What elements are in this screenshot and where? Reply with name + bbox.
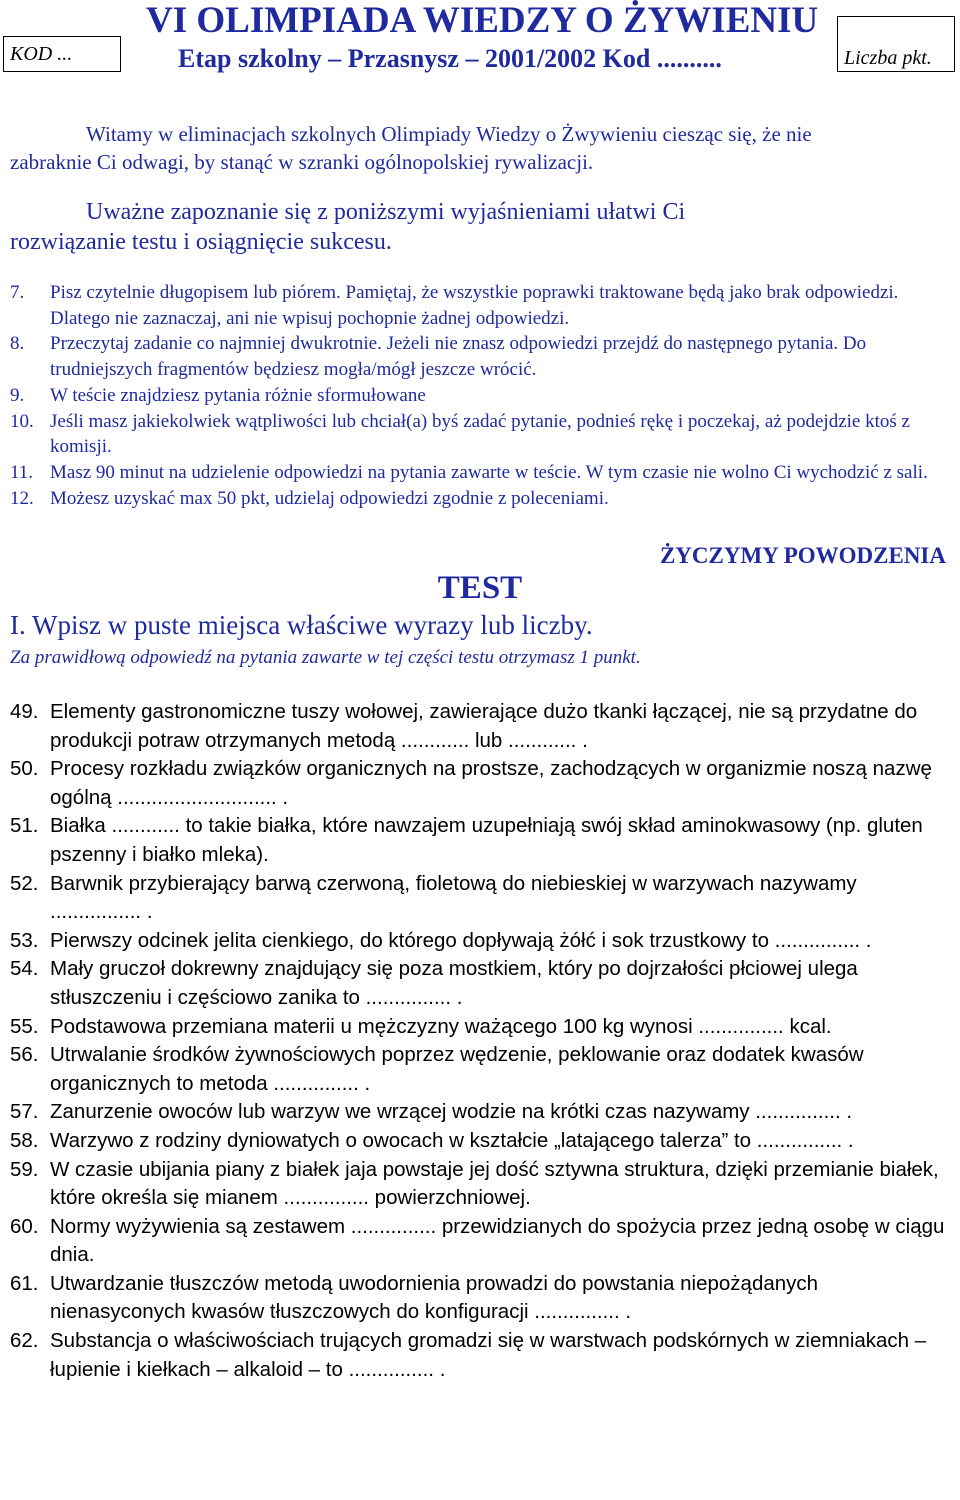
- question-item: [10, 812, 950, 869]
- rule-number: 11.: [10, 461, 34, 483]
- question-number: 51.: [10, 814, 39, 838]
- question-text: Normy wyżywienia są zestawem ............... przewidzianych do spożycia przez jedną osobę w ciągu dnia.: [50, 1214, 945, 1267]
- rule-item: [10, 331, 950, 382]
- instructions-line-1: Uważne zapoznanie się z poniższymi wyjaśnieniami ułatwi Ci: [86, 199, 686, 225]
- question-item: [10, 927, 950, 956]
- points-box[interactable]: [837, 16, 955, 72]
- rule-item: [10, 280, 950, 331]
- code-box[interactable]: [3, 36, 121, 72]
- rule-number: 12.: [10, 487, 34, 509]
- question-item: [10, 1098, 950, 1127]
- question-text: Mały gruczoł dokrewny znajdujący się poza mostkiem, który po dojrzałości płciowej ulega stłuszczeniu i częściowo zanika to ............... .: [50, 957, 858, 1009]
- question-item: [10, 1270, 950, 1327]
- page-header: [0, 0, 960, 80]
- question-text: Elementy gastronomiczne tuszy wołowej, zawierające dużo tkanki łączącej, nie są przydatne do produkcji potraw otrzymanych metodą ............ lub ............ .: [50, 700, 918, 752]
- question-text: Białka ............ to takie białka, które nawzajem uzupełniają swój skład aminokwasowy (np. gluten pszenny i białko mleka).: [50, 814, 923, 866]
- rules-list: [10, 280, 950, 511]
- code-box-label: KOD ...: [10, 43, 73, 65]
- instructions-paragraph: [10, 197, 950, 257]
- question-number: 50.: [10, 757, 39, 781]
- welcome-line-1: Witamy w eliminacjach szkolnych Olimpiady Wiedzy o Żwywieniu ciesząc się, że nie: [86, 122, 812, 146]
- question-item: [10, 1327, 950, 1384]
- question-text: Procesy rozkładu związków organicznych na prostsze, zachodzących w organizmie noszą nazwę ogólną ............................ .: [50, 757, 932, 809]
- rule-text: W teście znajdziesz pytania różnie sformułowane: [50, 384, 426, 406]
- rule-number: 7.: [10, 282, 25, 303]
- question-number: 57.: [10, 1100, 39, 1124]
- rule-number: 8.: [10, 333, 25, 355]
- question-text: Barwnik przybierający barwą czerwoną, fioletową do niebieskiej w warzywach nazywamy ................ .: [50, 871, 857, 924]
- question-text: Warzywo z rodziny dyniowatych o owocach w kształcie „latającego talerza” to ............... .: [50, 1128, 854, 1152]
- section-scoring-note: Za prawidłową odpowiedź na pytania zawarte w tej części testu otrzymasz 1 punkt.: [10, 647, 641, 668]
- rule-item: [10, 383, 950, 409]
- question-item: [10, 1013, 950, 1042]
- question-text: W czasie ubijania piany z białek jaja powstaje jej dość sztywna struktura, dzięki przemianie białek, które określa się mianem ............... powierzchniowej.: [50, 1157, 939, 1210]
- question-text: Pierwszy odcinek jelita cienkiego, do którego dopływają żółć i sok trzustkowy to ............... .: [50, 928, 872, 952]
- question-item: [10, 1041, 950, 1098]
- question-number: 54.: [10, 957, 39, 981]
- good-luck-message: ŻYCZYMY POWODZENIA: [659, 543, 946, 568]
- question-number: 58.: [10, 1128, 39, 1152]
- rule-number: 10.: [10, 410, 34, 432]
- welcome-paragraph: [10, 120, 950, 176]
- question-item: [10, 955, 950, 1012]
- rule-text: Pisz czytelnie długopisem lub piórem. Pamiętaj, że wszystkie poprawki traktowane będą jako brak odpowiedzi. Dlatego nie zaznaczaj, ani nie wpisuj pochopnie żadnej odpowiedzi.: [50, 282, 899, 329]
- rule-text: Jeśli masz jakiekolwiek wątpliwości lub chciał(a) byś zadać pytanie, podnieś rękę i poczekaj, aż podejdzie ktoś z komisji.: [50, 410, 910, 458]
- test-heading: TEST: [437, 570, 523, 606]
- question-text: Substancja o właściwościach trujących gromadzi się w warstwach podskórnych w ziemniakach – łupienie i kiełkach – alkaloid – to ............... .: [50, 1329, 927, 1381]
- question-item: [10, 870, 950, 927]
- points-box-label: Liczba pkt.: [844, 47, 932, 69]
- instructions-line-2: rozwiązanie testu i osiągnięcie sukcesu.: [10, 229, 392, 255]
- page-subtitle: Etap szkolny – Przasnysz – 2001/2002 Kod ..........: [178, 44, 722, 73]
- rule-item: [10, 486, 950, 512]
- rule-text: Masz 90 minut na udzielenie odpowiedzi na pytania zawarte w teście. W tym czasie nie wolno Ci wychodzić z sali.: [50, 461, 928, 483]
- question-item: [10, 1156, 950, 1213]
- question-number: 62.: [10, 1329, 39, 1353]
- section-title: I. Wpisz w puste miejsca właściwe wyrazy lub liczby.: [10, 610, 593, 640]
- question-text: Zanurzenie owoców lub warzyw we wrzącej wodzie na krótki czas nazywamy ............... .: [50, 1100, 853, 1124]
- question-text: Utrwalanie środków żywnościowych poprzez wędzenie, peklowanie oraz dodatek kwasów organicznych to metoda ............... .: [50, 1043, 864, 1095]
- question-text: Utwardzanie tłuszczów metodą uwodornienia prowadzi do powstania niepożądanych nienasyconych kwasów tłuszczowych do konfiguracji ............... .: [50, 1271, 819, 1324]
- question-number: 59.: [10, 1157, 39, 1181]
- rule-item: [10, 460, 950, 486]
- question-number: 55.: [10, 1014, 39, 1038]
- question-number: 56.: [10, 1043, 39, 1067]
- question-item: [10, 1213, 950, 1270]
- page-title: VI OLIMPIADA WIEDZY O ŻYWIENIU: [146, 0, 819, 41]
- welcome-line-2: zabraknie Ci odwagi, by stanąć w szranki ogólnopolskiej rywalizacji.: [10, 150, 594, 174]
- question-item: [10, 698, 950, 755]
- question-item: [10, 755, 950, 812]
- question-number: 52.: [10, 871, 39, 895]
- question-number: 53.: [10, 928, 39, 952]
- rule-text: Możesz uzyskać max 50 pkt, udzielaj odpowiedzi zgodnie z poleceniami.: [50, 487, 609, 509]
- question-number: 61.: [10, 1271, 39, 1295]
- rule-number: 9.: [10, 384, 25, 406]
- question-number: 49.: [10, 700, 39, 723]
- questions-list: [10, 698, 950, 1384]
- question-item: [10, 1127, 950, 1156]
- rule-text: Przeczytaj zadanie co najmniej dwukrotnie. Jeżeli nie znasz odpowiedzi przejdź do następnego pytania. Do trudniejszych fragmentów będziesz mogła/mógł jeszcze wrócić.: [50, 333, 867, 381]
- question-number: 60.: [10, 1214, 39, 1238]
- rule-item: [10, 409, 950, 460]
- question-text: Podstawowa przemiana materii u mężczyzny ważącego 100 kg wynosi ............... kcal.: [50, 1014, 832, 1038]
